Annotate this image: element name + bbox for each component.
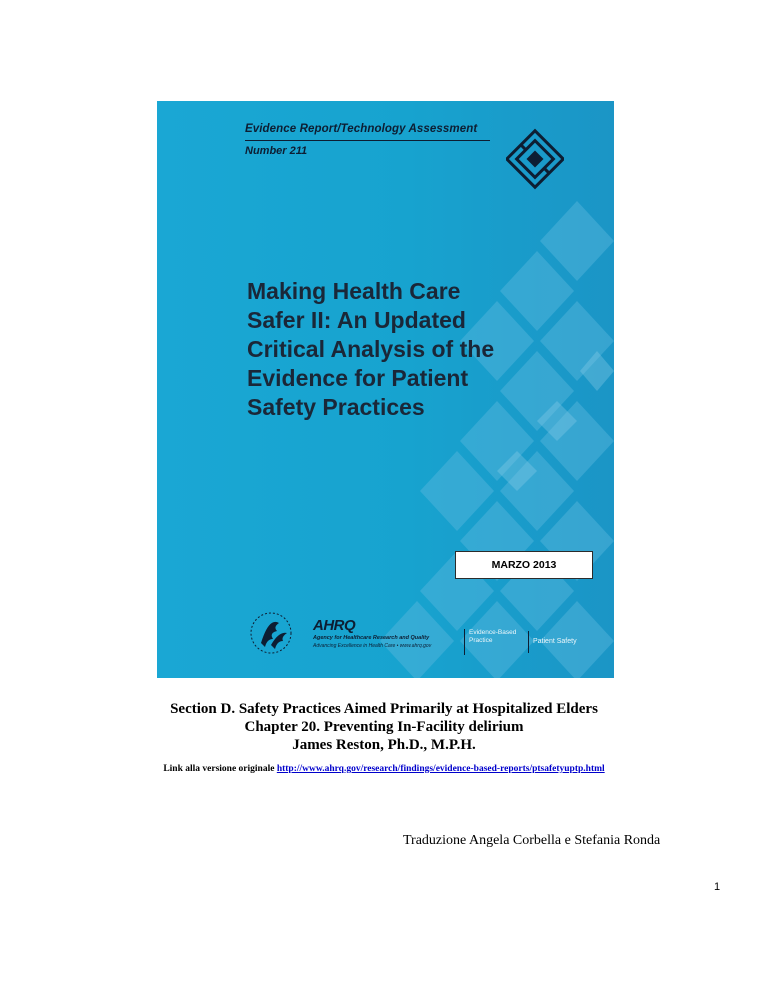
ahrq-logo: AHRQ (313, 617, 356, 634)
ahrq-seal-icon (506, 125, 564, 193)
translators-credit: Traduzione Angela Corbella e Stefania Ronda (403, 833, 661, 848)
agency-tagline: Advancing Excellence in Health Care • www.ahrq.gov (313, 643, 432, 649)
date-box: MARZO 2013 (455, 551, 593, 579)
evidence-based-practice-tag: Evidence-Based Practice (464, 629, 527, 655)
report-cover (157, 101, 614, 678)
author: James Reston, Ph.D., M.P.H. (292, 737, 476, 753)
cover-title: Making Health Care Safer II: An Updated Critical Analysis of the Evidence for Patient Safety Practices (247, 278, 495, 420)
agency-logo-row (249, 601, 599, 661)
page-number: 1 (714, 881, 721, 893)
chapter-title: Chapter 20. Preventing In-Facility delirium (244, 719, 524, 735)
report-series: Evidence Report/Technology Assessment (245, 123, 478, 135)
hhs-eagle-icon (249, 609, 307, 657)
series-divider (245, 140, 490, 141)
original-version-link-line (0, 764, 768, 774)
document-heading (0, 700, 768, 754)
section-title: Section D. Safety Practices Aimed Primarily at Hospitalized Elders (170, 701, 598, 717)
report-number: Number 211 (245, 145, 308, 157)
original-version-link[interactable]: http://www.ahrq.gov/research/findings/evidence-based-reports/ptsafetyuptp.html (276, 764, 605, 774)
agency-name: Agency for Healthcare Research and Quality (313, 635, 430, 641)
link-label: Link alla versione originale (163, 764, 275, 774)
patient-safety-tag: Patient Safety (528, 631, 595, 653)
